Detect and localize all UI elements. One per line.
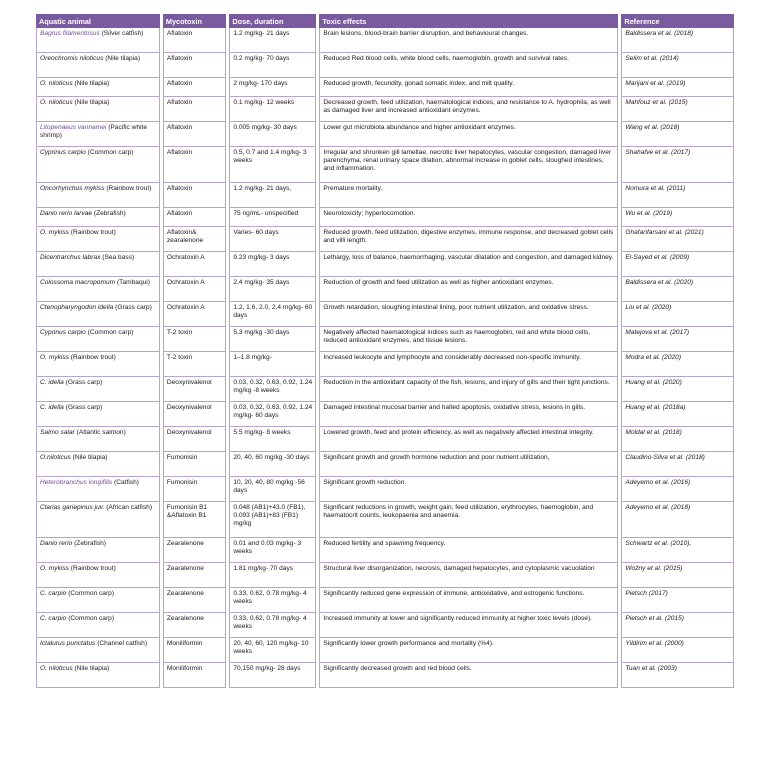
table-row [36,613,734,638]
cell-mycotoxin: Aflatoxin [163,147,226,183]
cell-mycotoxin: Ochratoxin A [163,277,226,302]
cell-dose-duration: 5.3 mg/kg -30 days [229,327,316,352]
cell-dose-duration: 0.33, 0.62, 0.78 mg/kg- 4 weeks [229,613,316,638]
cell-toxic-effects: Increased leukocyte and lymphocyte and considerably decreased non-specific immunity. [319,352,618,377]
cell-dose-duration: 1.2 mg/kg- 21 days [229,28,316,53]
cell-toxic-effects: Growth retardation, sloughing intestinal lining, poor nutrient utilization, and oxidative stress. [319,302,618,327]
scientific-name: Oncorhynchus mykiss [40,185,105,192]
scientific-name: O. mykiss [40,354,69,361]
scientific-name: Cyprinus carpio [40,149,86,156]
scientific-name: O. mykiss [40,229,69,236]
cell-toxic-effects: Structural liver disorganization, necrosis, damaged hepatocytes, and cytoplasmic vacuolation [319,563,618,588]
cell-reference: Ghafarifarsani et al. (2021) [621,227,734,252]
cell-mycotoxin: Zearalenone [163,538,226,563]
cell-mycotoxin: Zearalenone [163,563,226,588]
common-name: (Nile tilapia) [72,665,110,672]
cell-toxic-effects: Premature mortality. [319,183,618,208]
scientific-name: Danio rerio [40,540,73,547]
cell-reference: Tuan et al. (2003) [621,663,734,688]
cell-dose-duration: 0.048 (AB1)+43.0 (FB1), 0.093 (AB1)+83 (FB1) mg/kg [229,502,316,538]
cell-aquatic-animal [36,502,160,538]
table-row [36,563,734,588]
table-row [36,502,734,538]
cell-dose-duration: 0.005 mg/kg- 30 days [229,122,316,147]
cell-aquatic-animal [36,302,160,327]
table-row [36,402,734,427]
scientific-name: Heterobranchus longifilis [40,479,113,486]
common-name: (Grass carp) [63,379,103,386]
common-name: (Rainbow trout) [104,185,152,192]
cell-mycotoxin: Aflatoxin [163,122,226,147]
cell-aquatic-animal [36,613,160,638]
common-name: (Grass carp) [63,404,103,411]
common-name: (Common carp) [66,615,115,622]
common-name: (Common carp) [66,590,115,597]
cell-mycotoxin: Aflatoxin [163,28,226,53]
cell-dose-duration: 0.01 and 0.03 mg/kg- 3 weeks [229,538,316,563]
cell-reference: Huang et al. (2020) [621,377,734,402]
table-row [36,53,734,78]
cell-toxic-effects: Significant growth reduction. [319,477,618,502]
cell-aquatic-animal [36,28,160,53]
scientific-name: Dicentrarchus labrax [40,254,101,261]
cell-aquatic-animal [36,208,160,227]
table-row [36,427,734,452]
mycotoxin-table [33,14,737,688]
cell-mycotoxin: Aflatoxin [163,208,226,227]
table-row [36,638,734,663]
scientific-name: Ictalurus punctatus [40,640,96,647]
header-toxic-effects: Toxic effects [319,14,618,28]
cell-mycotoxin: Fumonisin [163,477,226,502]
cell-reference: Shahafve et al. (2017) [621,147,734,183]
cell-mycotoxin: Aflatoxin [163,97,226,122]
table-row [36,352,734,377]
cell-reference: Mahfouz et al. (2015) [621,97,734,122]
cell-dose-duration: 2 mg/kg- 170 days [229,78,316,97]
cell-mycotoxin: T-2 toxin [163,327,226,352]
cell-mycotoxin: Ochratoxin A [163,302,226,327]
cell-toxic-effects: Reduction of growth and feed utilization as well as higher antioxidant enzymes. [319,277,618,302]
table-body [36,28,734,688]
cell-toxic-effects: Significant reductions in growth, weight gain, feed utilization, erythrocytes, haemoglobin, and haematocrit counts, leukopaenia and anaemia. [319,502,618,538]
common-name: (Rainbow trout) [68,229,116,236]
cell-reference: Nomura et al. (2011) [621,183,734,208]
common-name: (Atlantic salmon) [74,429,126,436]
cell-toxic-effects: Significantly lower growth performance and mortality (%4). [319,638,618,663]
cell-aquatic-animal [36,427,160,452]
common-name: (Nile tilapia) [103,55,141,62]
table-row [36,327,734,352]
scientific-name: O. niloticus [40,80,73,87]
table-row [36,28,734,53]
common-name: (Tambaqui) [115,279,150,286]
cell-dose-duration: 75 ng/mL- unspecified [229,208,316,227]
scientific-name: O. niloticus [40,99,73,106]
cell-dose-duration: 10, 20, 40, 80 mg/kg -56 days [229,477,316,502]
scientific-name: Bagrus filamentosus [40,30,100,37]
cell-toxic-effects: Significantly reduced gene expression of immune, antioxidative, and estrogenic functions. [319,588,618,613]
cell-dose-duration: 0.2 mg/kg- 70 days [229,53,316,78]
common-name: (Nile tilapia) [72,80,110,87]
header-reference: Reference [621,14,734,28]
cell-reference: Matejova et al. (2017) [621,327,734,352]
table-row [36,227,734,252]
table-row [36,208,734,227]
table-row [36,147,734,183]
cell-mycotoxin: Moniliformin [163,638,226,663]
header-mycotoxin: Mycotoxin [163,14,226,28]
table-row [36,277,734,302]
common-name: (Silver catfish) [99,30,144,37]
scientific-name: C. carpio [40,590,67,597]
header-aquatic-animal: Aquatic animal [36,14,160,28]
table-row [36,97,734,122]
table-row [36,452,734,477]
cell-reference: Modra et al. (2020) [621,352,734,377]
cell-reference: Claudino-Silva et al. (2018) [621,452,734,477]
cell-mycotoxin: Aflatoxin [163,78,226,97]
cell-dose-duration: 5.5 mg/kg- 8 weeks [229,427,316,452]
table-row [36,477,734,502]
scientific-name: Oreochromis niloticus [40,55,104,62]
cell-mycotoxin: T-2 toxin [163,352,226,377]
cell-aquatic-animal [36,78,160,97]
cell-mycotoxin: Aflatoxin [163,53,226,78]
cell-toxic-effects: Lowered growth, feed and protein efficiency, as well as negatively affected intestinal integrity. [319,427,618,452]
scientific-name: O.niloticus [40,454,71,461]
cell-aquatic-animal [36,588,160,613]
cell-dose-duration: 20, 40, 60, 120 mg/kg- 10 weeks [229,638,316,663]
cell-aquatic-animal [36,252,160,277]
cell-aquatic-animal [36,402,160,427]
cell-reference: Marijani et al. (2019) [621,78,734,97]
scientific-name: O. niloticus [40,665,73,672]
cell-mycotoxin: Fumonisin [163,452,226,477]
cell-reference: Baldissera et al. (2018) [621,28,734,53]
cell-dose-duration: 0.03, 0.32, 0.63, 0.92, 1.24 mg/kg -8 weeks [229,377,316,402]
cell-dose-duration: 0.5, 0.7 and 1.4 mg/kg- 3 weeks [229,147,316,183]
cell-aquatic-animal [36,452,160,477]
common-name: (Common carp) [85,329,134,336]
cell-toxic-effects: Significantly decreased growth and red blood cells. [319,663,618,688]
cell-toxic-effects: Reduced fertility and spawning frequency. [319,538,618,563]
scientific-name: Cyprinus carpio [40,329,86,336]
scientific-name: Ctenopharyngodon idella [40,304,114,311]
cell-aquatic-animal [36,183,160,208]
cell-toxic-effects: Reduced Red blood cells, white blood cells, haemoglobin, growth and survival rates. [319,53,618,78]
cell-reference: Pietsch et al. (2015) [621,613,734,638]
cell-reference: Woźny et al. (2015) [621,563,734,588]
cell-dose-duration: 70,150 mg/kg- 28 days [229,663,316,688]
cell-reference: Wang et al. (2018) [621,122,734,147]
cell-reference: El-Sayed et al. (2009) [621,252,734,277]
cell-aquatic-animal [36,538,160,563]
cell-toxic-effects: Decreased growth, feed utilization, haematological indices, and resistance to A. hydrophila, as well as damaged liver and increased antioxidant enzymes. [319,97,618,122]
cell-dose-duration: 1–1.8 mg/kg- [229,352,316,377]
header-row [36,14,734,28]
cell-aquatic-animal [36,327,160,352]
cell-mycotoxin: Deoxynivalenol [163,402,226,427]
header-dose-duration: Dose, duration [229,14,316,28]
cell-aquatic-animal [36,277,160,302]
cell-mycotoxin: Deoxynivalenol [163,377,226,402]
cell-aquatic-animal [36,377,160,402]
table-row [36,377,734,402]
scientific-name: Colossoma macropomum [40,279,116,286]
cell-reference: Baldissera et al. (2020) [621,277,734,302]
cell-aquatic-animal [36,147,160,183]
cell-aquatic-animal [36,97,160,122]
cell-dose-duration: 1.2, 1.6, 2.0, 2.4 mg/kg- 60 days [229,302,316,327]
cell-toxic-effects: Increased immunity at lower and significantly reduced immunity at higher toxic levels (dose). [319,613,618,638]
common-name: (African catfish) [104,504,153,511]
cell-aquatic-animal [36,638,160,663]
cell-dose-duration: 2.4 mg/kg- 35 days [229,277,316,302]
scientific-name: C. idella [40,379,64,386]
table-row [36,122,734,147]
common-name: (Common carp) [85,149,134,156]
cell-reference: Selim et al. (2014) [621,53,734,78]
scientific-name: O. mykiss [40,565,69,572]
cell-dose-duration: 1.81 mg/kg- 70 days [229,563,316,588]
cell-toxic-effects: Neurotoxicity; hyperlocomotion. [319,208,618,227]
cell-mycotoxin: Zearalenone [163,588,226,613]
cell-reference: Adeyemo et al. (2016) [621,477,734,502]
cell-dose-duration: 9.23 mg/kg- 3 days [229,252,316,277]
cell-dose-duration: 0.33, 0.62, 0.78 mg/kg- 4 weeks [229,588,316,613]
common-name: (Zebrafish) [92,210,126,217]
scientific-name: Litopenaeus vannamei [40,124,107,131]
cell-aquatic-animal [36,53,160,78]
cell-toxic-effects: Reduced growth, fecundity, gonad somatic index, and milt quality. [319,78,618,97]
cell-reference: Pietsch (2017) [621,588,734,613]
scientific-name: Salmo salar [40,429,75,436]
cell-toxic-effects: Negatively affected haematological indices such as haemoglobin, red and white blood cells, reduced antioxidant enzymes, and tissue lesions. [319,327,618,352]
cell-toxic-effects: Significant growth and growth hormone reduction and poor nutrient utilization, [319,452,618,477]
cell-aquatic-animal [36,563,160,588]
cell-aquatic-animal [36,227,160,252]
cell-reference: Huang et al. (2018a) [621,402,734,427]
common-name: (Nile tilapia) [70,454,108,461]
scientific-name: Danio rerio larvae [40,210,93,217]
scientific-name: C. idella [40,404,64,411]
common-name: (Pacific white shrimp) [40,124,148,139]
cell-toxic-effects: Reduced growth, feed utilization, digestive enzymes, immune response, and decreased goblet cells and villi length. [319,227,618,252]
cell-mycotoxin: Aflatoxin& zearalenone [163,227,226,252]
common-name: (Catfish) [112,479,139,486]
common-name: (Grass carp) [113,304,152,311]
cell-mycotoxin: Moniliformin [163,663,226,688]
cell-aquatic-animal [36,663,160,688]
cell-reference: Moldal et al. (2018) [621,427,734,452]
cell-toxic-effects: Brain lesions, blood-brain barrier disruption, and behavioural changes. [319,28,618,53]
cell-toxic-effects: Lethargy, loss of balance, haemorrhaging, vascular dilatation and congestion, and damaged kidney. [319,252,618,277]
cell-reference: Adeyemo et al. (2018) [621,502,734,538]
cell-toxic-effects: Lower gut microbiota abundance and higher antioxidant enzymes. [319,122,618,147]
cell-mycotoxin: Deoxynivalenol [163,427,226,452]
table-row [36,183,734,208]
cell-mycotoxin: Ochratoxin A [163,252,226,277]
cell-dose-duration: 20, 40, 60 mg/kg -30 days [229,452,316,477]
cell-reference: Liu et al. (2020) [621,302,734,327]
table-row [36,663,734,688]
cell-dose-duration: Varies- 60 days [229,227,316,252]
table-row [36,302,734,327]
scientific-name: C. carpio [40,615,67,622]
cell-reference: Yildirim et al. (2000) [621,638,734,663]
table-header [36,14,734,28]
table-row [36,78,734,97]
cell-reference: Schwartz et al. (2010), [621,538,734,563]
cell-aquatic-animal [36,122,160,147]
cell-aquatic-animal [36,477,160,502]
common-name: (Nile tilapia) [72,99,110,106]
common-name: (Rainbow trout) [68,565,116,572]
cell-toxic-effects: Damaged intestinal mucosal barrier and halted apoptosis, oxidative stress, lesions in gills. [319,402,618,427]
cell-mycotoxin: Zearalenone [163,613,226,638]
common-name: (Sea bass) [100,254,135,261]
cell-toxic-effects: Irregular and shrunken gill lamellae, necrotic liver hepatocytes, vascular congestion, damaged liver parenchyma, renal urinary space dilation, abnormal increase in goblet cells, sloughed intestines, and inflammation. [319,147,618,183]
table-row [36,252,734,277]
table-row [36,538,734,563]
cell-dose-duration: 1.2 mg/kg- 21 days, [229,183,316,208]
common-name: (Zebrafish) [72,540,106,547]
common-name: (Channel catfish) [95,640,148,647]
cell-mycotoxin: Fumonisin B1 &Aflatoxin B1 [163,502,226,538]
cell-reference: Wu et al. (2019) [621,208,734,227]
cell-toxic-effects: Reduction in the antioxidant capacity of the fish, lesions, and injury of gills and their tight junctions. [319,377,618,402]
cell-dose-duration: 0.1 mg/kg- 12 weeks [229,97,316,122]
cell-dose-duration: 0.03, 0.32, 0.63, 0.92, 1.24 mg/kg- 60 days [229,402,316,427]
cell-aquatic-animal [36,352,160,377]
scientific-name: Clarias gariepinus juv. [40,504,105,511]
common-name: (Rainbow trout) [68,354,116,361]
table-row [36,588,734,613]
cell-mycotoxin: Aflatoxin [163,183,226,208]
